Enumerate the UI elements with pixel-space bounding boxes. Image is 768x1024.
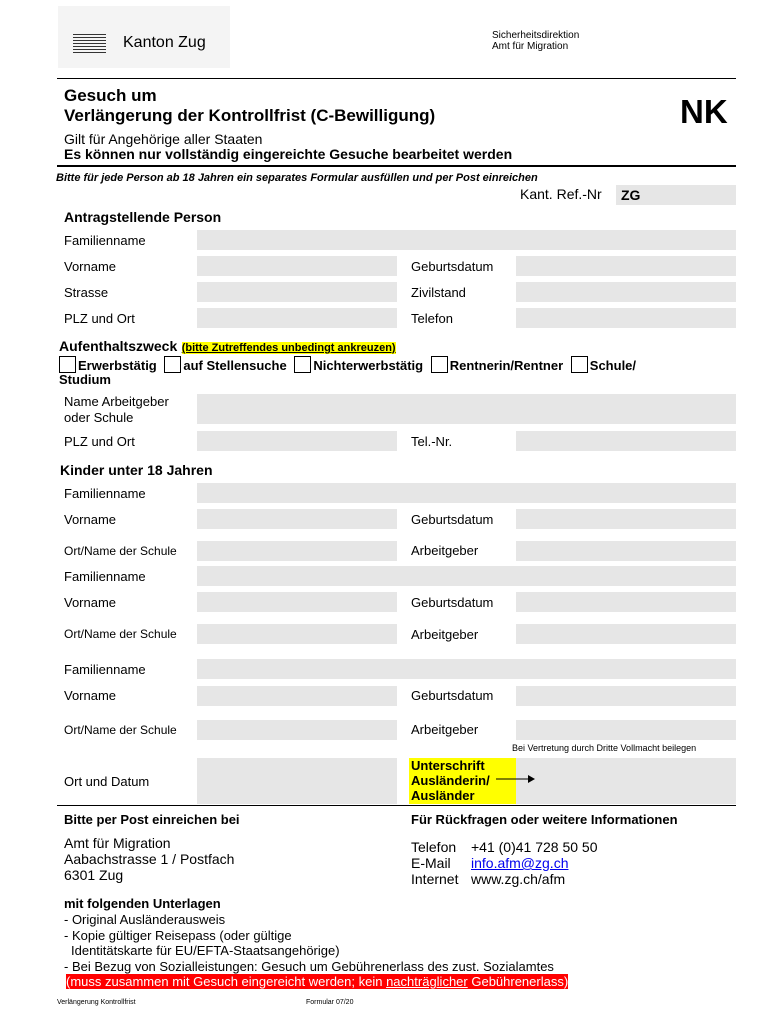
contact-tel-label: Telefon — [411, 839, 457, 855]
child1-schule-field[interactable] — [197, 541, 397, 561]
child1-label-vorname: Vorname — [64, 512, 117, 527]
label-geburtsdatum: Geburtsdatum — [411, 259, 494, 274]
docs-item1: - Original Ausländerausweis — [64, 912, 226, 927]
child1-label-geburtsdatum: Geburtsdatum — [411, 512, 494, 527]
child1-geburtsdatum-field[interactable] — [516, 509, 736, 529]
employer-field[interactable] — [197, 394, 736, 424]
label-ort-datum: Ort und Datum — [64, 774, 150, 789]
employer-tel-field[interactable] — [516, 431, 736, 451]
applicant-plz-ort-field[interactable] — [197, 308, 397, 328]
signature-line1: Unterschrift — [411, 758, 485, 773]
ref-label: Kant. Ref.-Nr — [520, 186, 602, 202]
signature-line3: Ausländer — [411, 788, 475, 803]
child2-label-schule: Ort/Name der Schule — [64, 627, 177, 641]
purpose-options — [59, 356, 636, 373]
child2-vorname-field[interactable] — [197, 592, 397, 612]
child2-geburtsdatum-field[interactable] — [516, 592, 736, 612]
purpose-hint: (bitte Zutreffendes unbedingt ankreuzen) — [181, 342, 396, 354]
child2-label-arbeitgeber: Arbeitgeber — [411, 627, 479, 642]
child3-geburtsdatum-field[interactable] — [516, 686, 736, 706]
child3-schule-field[interactable] — [197, 720, 397, 740]
child1-familienname-field[interactable] — [197, 483, 736, 503]
divider — [57, 805, 736, 806]
child1-vorname-field[interactable] — [197, 509, 397, 529]
docs-warning-underlined: nachträglicher — [386, 974, 468, 989]
label-familienname: Familienname — [64, 233, 146, 248]
child3-label-arbeitgeber: Arbeitgeber — [411, 722, 479, 737]
notice-text: Es können nur vollständig eingereichte Gesuche bearbeitet werden — [64, 146, 513, 162]
applicant-geburtsdatum-field[interactable] — [516, 256, 736, 276]
option-label: Rentnerin/Rentner — [449, 358, 564, 373]
logo — [58, 6, 230, 68]
child1-label-schule: Ort/Name der Schule — [64, 544, 177, 558]
option-continuation: Studium — [59, 372, 111, 387]
checkbox-box[interactable] — [59, 356, 76, 373]
child3-label-schule: Ort/Name der Schule — [64, 723, 177, 737]
signature-line2: Ausländerin/ — [411, 773, 490, 788]
checkbox-box[interactable] — [431, 356, 448, 373]
canton-name: Kanton Zug — [123, 34, 206, 51]
submit-addr1: Amt für Migration — [64, 835, 171, 851]
purpose-heading-row — [59, 338, 396, 356]
submit-addr3: 6301 Zug — [64, 867, 124, 883]
docs-item3: - Bei Bezug von Sozialleistungen: Gesuch um Gebührenerlass des zust. Sozialamtes — [64, 959, 554, 974]
checkbox-box[interactable] — [294, 356, 311, 373]
checkbox-schule[interactable] — [571, 358, 636, 373]
checkbox-nichterwerbstaetig[interactable] — [294, 358, 423, 373]
applies-text: Gilt für Angehörige aller Staaten — [64, 131, 263, 147]
child1-label-familienname: Familienname — [64, 486, 146, 501]
contact-heading: Für Rückfragen oder weitere Informationen — [411, 812, 678, 827]
label-plz-ort-2: PLZ und Ort — [64, 434, 135, 449]
child3-arbeitgeber-field[interactable] — [516, 720, 736, 740]
label-employer-line1: Name Arbeitgeber — [64, 394, 169, 409]
authority-line2: Amt für Migration — [492, 41, 569, 52]
children-heading: Kinder unter 18 Jahren — [60, 462, 213, 478]
applicant-telefon-field[interactable] — [516, 308, 736, 328]
footer-mid: Formular 07/20 — [306, 999, 354, 1006]
form-code: NK — [680, 93, 728, 130]
label-employer-line2: oder Schule — [64, 410, 134, 425]
docs-warning — [66, 974, 568, 989]
applicant-familienname-field[interactable] — [197, 230, 736, 250]
option-label: Nichterwerbstätig — [313, 358, 424, 373]
label-telefon: Telefon — [411, 311, 453, 326]
child2-label-familienname: Familienname — [64, 569, 146, 584]
option-label: Schule/ — [589, 358, 637, 373]
label-tel: Tel.-Nr. — [411, 434, 453, 449]
submit-heading: Bitte per Post einreichen bei — [64, 812, 240, 827]
docs-warning-post: Gebührenerlass) — [467, 974, 569, 989]
ref-value: ZG — [621, 187, 641, 203]
child2-label-vorname: Vorname — [64, 595, 117, 610]
ort-datum-field[interactable] — [197, 758, 397, 804]
applicant-heading: Antragstellende Person — [64, 209, 222, 225]
checkbox-box[interactable] — [164, 356, 181, 373]
child2-label-geburtsdatum: Geburtsdatum — [411, 595, 494, 610]
divider — [57, 78, 736, 79]
checkbox-erwerbstaetig[interactable] — [59, 358, 157, 373]
label-strasse: Strasse — [64, 285, 109, 300]
child2-familienname-field[interactable] — [197, 566, 736, 586]
proxy-note: Bei Vertretung durch Dritte Vollmacht beilegen — [512, 743, 697, 753]
option-label: auf Stellensuche — [183, 358, 287, 373]
label-zivilstand: Zivilstand — [411, 285, 466, 300]
docs-item2b: Identitätskarte für EU/EFTA-Staatsangehörige) — [71, 943, 340, 958]
child2-schule-field[interactable] — [197, 624, 397, 644]
title-line1: Gesuch um — [64, 86, 157, 105]
title-line2: Verlängerung der Kontrollfrist (C-Bewilligung) — [64, 106, 436, 125]
authority-line1: Sicherheitsdirektion — [492, 30, 580, 41]
applicant-zivilstand-field[interactable] — [516, 282, 736, 302]
option-label: Erwerbstätig — [78, 358, 157, 373]
submit-addr2: Aabachstrasse 1 / Postfach — [64, 851, 235, 867]
contact-mail-link[interactable]: info.afm@zg.ch — [471, 855, 569, 871]
purpose-heading: Aufenthaltszweck — [59, 338, 178, 354]
checkbox-box[interactable] — [571, 356, 588, 373]
docs-warning-pre: (muss zusammen mit Gesuch eingereicht werden; kein — [66, 974, 387, 989]
footer-left: Verlängerung Kontrollfrist — [57, 999, 136, 1006]
checkbox-rentner[interactable] — [431, 358, 563, 373]
employer-plz-ort-field[interactable] — [197, 431, 397, 451]
label-vorname: Vorname — [64, 259, 117, 274]
child3-label-vorname: Vorname — [64, 688, 117, 703]
child1-label-arbeitgeber: Arbeitgeber — [411, 543, 479, 558]
child1-arbeitgeber-field[interactable] — [516, 541, 736, 561]
docs-heading: mit folgenden Unterlagen — [64, 896, 221, 911]
arrow-right-icon — [496, 774, 536, 784]
contact-tel-value: +41 (0)41 728 50 50 — [471, 839, 598, 855]
applicant-strasse-field[interactable] — [197, 282, 397, 302]
child3-label-familienname: Familienname — [64, 662, 146, 677]
child3-label-geburtsdatum: Geburtsdatum — [411, 688, 494, 703]
child3-vorname-field[interactable] — [197, 686, 397, 706]
label-plz-ort: PLZ und Ort — [64, 311, 135, 326]
ref-field[interactable] — [616, 185, 736, 205]
child2-arbeitgeber-field[interactable] — [516, 624, 736, 644]
checkbox-stellensuche[interactable] — [164, 358, 286, 373]
applicant-vorname-field[interactable] — [197, 256, 397, 276]
contact-web-value: www.zg.ch/afm — [471, 871, 566, 887]
divider — [57, 165, 736, 167]
instruction-text: Bitte für jede Person ab 18 Jahren ein separates Formular ausfüllen und per Post einreichen — [56, 172, 538, 184]
child3-familienname-field[interactable] — [197, 659, 736, 679]
docs-item2a: - Kopie gültiger Reisepass (oder gültige — [64, 928, 292, 943]
contact-mail-label: E-Mail — [411, 855, 451, 871]
contact-web-label: Internet — [411, 871, 459, 887]
